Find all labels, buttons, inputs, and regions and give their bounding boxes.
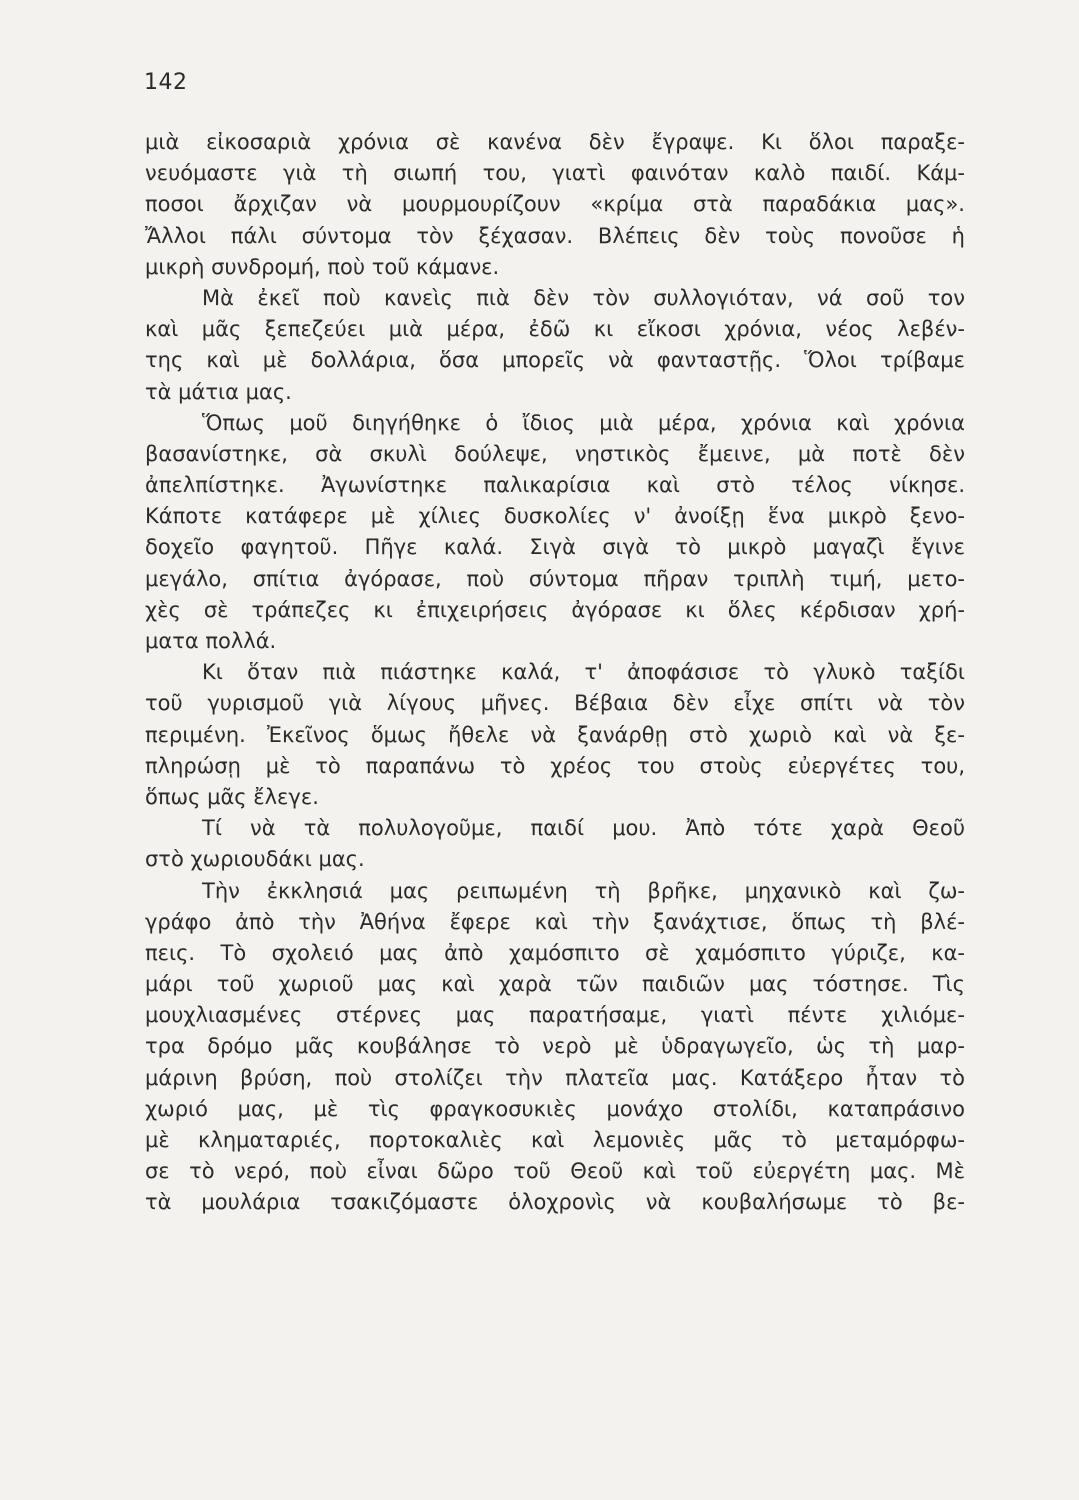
text-line: καὶ μᾶς ξεπεζεύει μιὰ μέρα, ἐδῶ κι εἴκοσι χρόνια, νέος λεβέν-	[145, 317, 965, 342]
text-line: της καὶ μὲ δολλάρια, ὅσα μπορεῖς νὰ φανταστῇς. Ὅλοι τρίβαμε	[145, 348, 965, 373]
text-line: μουχλιασμένες στέρνες μας παρατήσαμε, γιατὶ πέντε χιλιόμε-	[145, 1003, 965, 1028]
text-line: Μὰ ἐκεῖ ποὺ κανεὶς πιὰ δὲν τὸν συλλογιόταν, νά σοῦ τον	[202, 285, 965, 310]
text-line: Ὅπως μοῦ διηγήθηκε ὁ ἴδιος μιὰ μέρα, χρόνια καὶ χρόνια	[202, 410, 965, 435]
text-line: πληρώσῃ μὲ τὸ παραπάνω τὸ χρέος του στοὺς εὐεργέτες του,	[145, 753, 965, 778]
text-line: μὲ κληματαριές, πορτοκαλιὲς καὶ λεμονιὲς μᾶς τὸ μεταμόρφω-	[145, 1128, 965, 1152]
text-line: γράφο ἀπὸ τὴν Ἀθήνα ἔφερε καὶ τὴν ξανάχτισε, ὅπως τὴ βλέ-	[145, 909, 965, 934]
text-line: τοῦ γυρισμοῦ γιὰ λίγους μῆνες. Βέβαια δὲν εἶχε σπίτι νὰ τὸν	[145, 691, 965, 716]
text-line: ματα πολλά.	[145, 629, 277, 653]
text-line: περιμένη. Ἐκεῖνος ὅμως ἤθελε νὰ ξανάρθῃ στὸ χωριὸ καὶ νὰ ξε-	[145, 722, 965, 747]
text-line: μεγάλο, σπίτια ἀγόρασε, ποὺ σύντομα πῆραν τριπλὴ τιμή, μετο-	[145, 566, 965, 591]
text-line: Ἄλλοι πάλι σύντομα τὸν ξέχασαν. Βλέπεις δὲν τοὺς πονοῦσε ἡ	[145, 223, 965, 248]
text-line: βασανίστηκε, σὰ σκυλὶ δούλεψε, νηστικὸς ἔμεινε, μὰ ποτὲ δὲν	[145, 441, 965, 466]
text-line: τὰ μουλάρια τσακιζόμαστε ὁλοχρονὶς νὰ κουβαλήσωμε τὸ βε-	[145, 1190, 965, 1215]
text-line: μάρι τοῦ χωριοῦ μας καὶ χαρὰ τῶν παιδιῶν μας τόστησε. Τὶς	[145, 972, 965, 997]
text-line: μάρινη βρύση, ποὺ στολίζει τὴν πλατεῖα μας. Κατάξερο ἦταν τὸ	[145, 1065, 965, 1090]
body-text	[145, 127, 965, 1219]
text-line: τρα δρόμο μᾶς κουβάλησε τὸ νερὸ μὲ ὑδραγωγεῖο, ὡς τὴ μαρ-	[145, 1034, 965, 1059]
text-line: δοχεῖο φαγητοῦ. Πῆγε καλά. Σιγὰ σιγὰ τὸ μικρὸ μαγαζὶ ἔγινε	[145, 535, 965, 560]
text-line: νευόμαστε γιὰ τὴ σιωπή του, γιατὶ φαινόταν καλὸ παιδί. Κάμ-	[145, 161, 965, 186]
text-line: μιὰ εἰκοσαριὰ χρόνια σὲ κανένα δὲν ἔγραψε. Κι ὅλοι παραξε-	[145, 130, 965, 154]
text-line: Τί νὰ τὰ πολυλογοῦμε, παιδί μου. Ἀπὸ τότε χαρὰ Θεοῦ	[202, 816, 965, 841]
text-line: Τὴν ἐκκλησιά μας ρειπωμένη τὴ βρῆκε, μηχανικὸ καὶ ζω-	[202, 878, 965, 903]
text-line: μικρὴ συνδρομή, ποὺ τοῦ κάμανε.	[145, 254, 500, 279]
page-number: 142	[144, 70, 188, 95]
text-line: χὲς σὲ τράπεζες κι ἐπιχειρήσεις ἀγόρασε κι ὅλες κέρδισαν χρή-	[145, 597, 965, 622]
text-line: τὰ μάτια μας.	[145, 379, 292, 404]
text-line: Κάποτε κατάφερε μὲ χίλιες δυσκολίες ν' ἀνοίξῃ ἕνα μικρὸ ξενο-	[145, 504, 965, 529]
text-line: πεις. Τὸ σχολειό μας ἀπὸ χαμόσπιτο σὲ χαμόσπιτο γύριζε, κα-	[145, 940, 965, 965]
text-line: ποσοι ἄρχιζαν νὰ μουρμουρίζουν «κρίμα στὰ παραδάκια μας».	[145, 192, 965, 217]
text-line: στὸ χωριουδάκι μας.	[145, 847, 365, 872]
text-line: χωριό μας, μὲ τὶς φραγκοσυκιὲς μονάχο στολίδι, καταπράσινο	[145, 1096, 965, 1121]
text-line: Κι ὅταν πιὰ πιάστηκε καλά, τ' ἀποφάσισε τὸ γλυκὸ ταξίδι	[202, 660, 965, 685]
text-line: ὅπως μᾶς ἔλεγε.	[145, 784, 319, 809]
text-line: σε τὸ νερό, ποὺ εἶναι δῶρο τοῦ Θεοῦ καὶ τοῦ εὐεργέτη μας. Μὲ	[145, 1159, 965, 1184]
text-line: ἀπελπίστηκε. Ἀγωνίστηκε παλικαρίσια καὶ στὸ τέλος νίκησε.	[145, 473, 965, 498]
